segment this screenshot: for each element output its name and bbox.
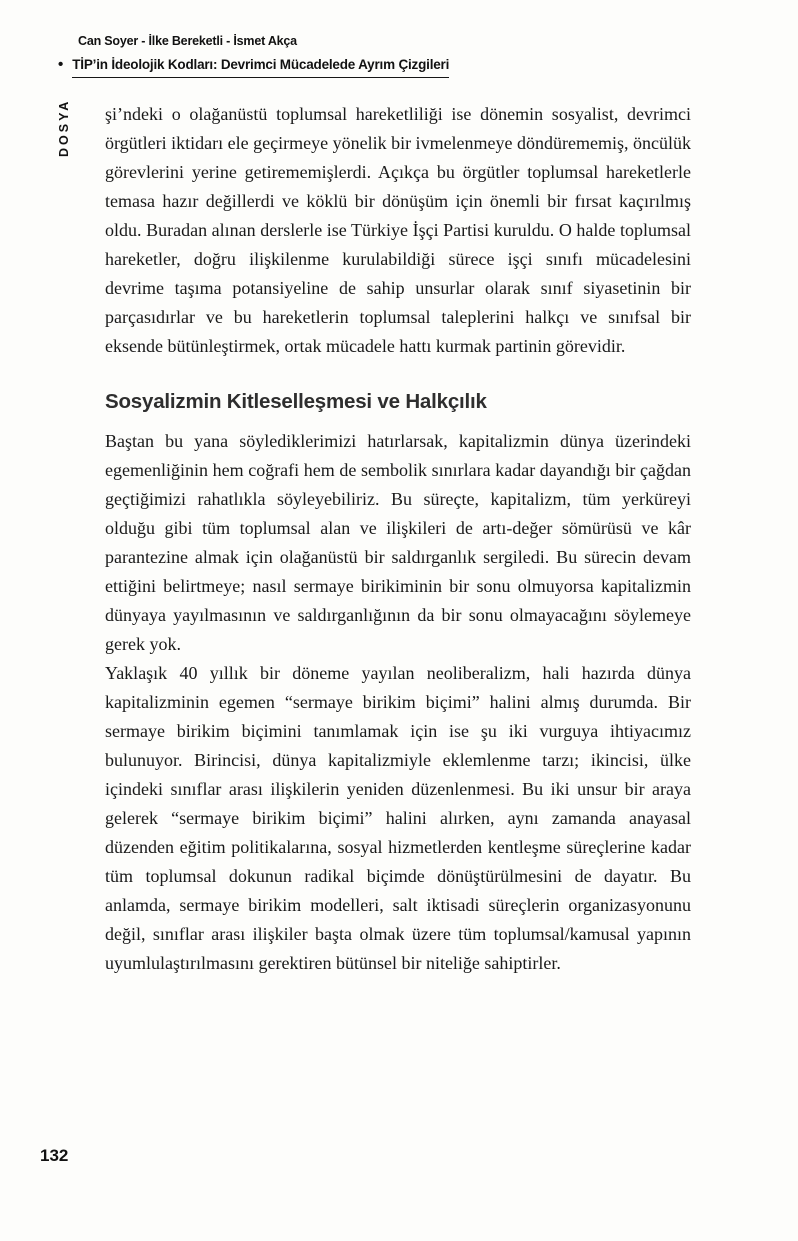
article-title: TİP’in İdeolojik Kodları: Devrimci Mücadelede Ayrım Çizgileri [72,57,449,78]
dossier-side-label: DOSYA [57,98,71,157]
article-body [105,100,691,978]
paragraph: Yaklaşık 40 yıllık bir döneme yayılan neoliberalizm, hali hazırda dünya kapitalizminin egemen “sermaye birikim biçimi” halini almış durumda. Bir sermaye birikim biçimini tanımlamak için ise şu iki vurguya ihtiyacımız bulunuyor. Birincisi, dünya kapitalizmiyle eklemlenme tarzı; ikincisi, ülke içindeki sınıflar arası ilişkilerin yeniden düzenlenmesi. Bu iki unsur bir araya gelerek “sermaye birikim biçimi” halini alırken, aynı zamanda anayasal düzenden eğitim politikalarına, sosyal hizmetlerden kentleşme süreçlerine kadar tüm toplumsal dokunun radikal biçimde dönüştürülmesini de dayatır. Bu anlamda, sermaye birikim modelleri, salt iktisadi süreçlerin organizasyonunu değil, sınıflar arası ilişkiler başta olmak üzere tüm toplumsal/kamusal yapının uyumlulaştırılmasını gerektiren bütünsel bir niteliğe sahiptirler. [105,663,691,973]
authors-line: Can Soyer - İlke Bereketli - İsmet Akça [78,34,297,48]
paragraph: Baştan bu yana söylediklerimizi hatırlarsak, kapitalizmin dünya üzerindeki egemenliğinin hem coğrafi hem de sembolik sınırlara kadar dayandığı bir çağdan geçtiğimizi rahatlıkla söyleyebiliriz. Bu süreçte, kapitalizm, tüm yerküreyi olduğu gibi tüm toplumsal alan ve ilişkileri de artı-değer sömürüsü ve kâr parantezine almak için olağanüstü bir saldırganlık sergiledi. Bu sürecin devam ettiğini belirtmeye; nasıl sermaye birikiminin bir sonu olmuyorsa kapitalizmin dünyaya yayılmasının ve saldırganlığının da bir sonu olmayacağını söylemeye gerek yok. [105,431,691,654]
paragraph: şi’ndeki o olağanüstü toplumsal hareketliliği ise dönemin sosyalist, devrimci örgütleri iktidarı ele geçirmeye yönelik bir ivmelenmeye döndürememiş, öncülük görevlerini yerine getirememişlerdi. Açıkça bu örgütler toplumsal hareketlerle temasa hazır değillerdi ve köklü bir dönüşüm için önemli bir fırsat kaçırılmış oldu. Buradan alınan derslerle ise Türkiye İşçi Partisi kuruldu. O halde toplumsal hareketler, doğru ilişkilenme kurulabildiği sürece işçi sınıfı mücadelesini devrime taşıma potansiyeline de sahip unsurlar olarak sınıf siyasetinin bir parçasıdırlar ve bu hareketlerin toplumsal taleplerini halkçı ve sınıfsal bir eksende bütünleştirmek, ortak mücadele hattı kurmak partinin görevidir. [105,104,691,356]
article-header [58,57,449,78]
section-heading: Sosyalizmin Kitleselleşmesi ve Halkçılık [105,390,487,413]
page-number: 132 [40,1146,69,1165]
bullet-icon: • [58,56,64,73]
